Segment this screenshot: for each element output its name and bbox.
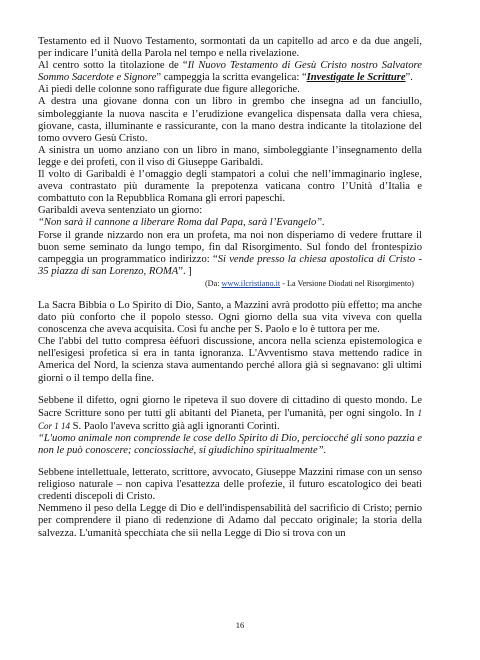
paragraph-p12: Sebbene intellettuale, letterato, scrittore, avvocato, Giuseppe Mazzini rimase con un senso religioso naturale – non capiva l'esattezza delle profezie, il futuro escatologico dei beati credenti discepoli di Cristo. — [38, 467, 422, 503]
paragraph-p7: Garibaldi aveva sentenziato un giorno: — [38, 205, 203, 217]
garibaldi-quote: “Non sarà il cannone a liberare Roma dal Papa, sarà l’Evangelo”. — [38, 217, 325, 229]
paragraph-p1: Testamento ed il Nuovo Testamento, sormontati da un capitello ad arco e da due angeli, per indicare l’unità della Parola nel tempo e nella rivelazione. — [38, 36, 422, 60]
credit-link[interactable]: www.ilcristiano.it — [221, 278, 281, 288]
p8-text-b: ”. ] — [178, 265, 192, 277]
paragraph-p4: A destra una giovane donna con un libro in grembo che insegna ad un fanciullo, simboleggiante la nuova nascita e l’erudizione evangelica dispensata dalla vera chiesa, giovane, casta, illuminante e rassicurante, con la mano destra indicante la titolazione del tomo ovvero Gesù Cristo. — [38, 96, 422, 144]
paragraph-p11 — [38, 395, 422, 433]
p2-text-c: ”. — [405, 72, 413, 84]
credit-prefix: (Da: — [204, 278, 222, 288]
p11-bible-ref: 1 Cor 1 14 — [38, 407, 422, 431]
p2-motto: Investigate le Scritture — [306, 72, 406, 84]
paragraph-p8 — [38, 230, 422, 278]
p8-text-a: Forse il grande nizzardo non era un profeta, ma noi non disperiamo di vedere fruttare il buon seme seminato da lungo tempo, fin dal Risorgimento. Sul fondo del frontespizio campeggia un programmatico indirizzo: “ — [38, 229, 422, 265]
paragraph-p3: Ai piedi delle colonne sono raffigurate due figure allegoriche. — [38, 84, 300, 96]
paragraph-p2 — [38, 60, 422, 84]
p2-text-b: ” campeggia la scritta evangelica: “ — [156, 72, 307, 84]
paragraph-p6: Il volto di Garibaldi è l’omaggio degli stampatori a colui che nell’immaginario inglese, aveva contrastato più duramente la prepotenza vaticana contro l’Unità d’Italia e combattuto con la Repubblica Romana gli errori papeschi. — [38, 169, 422, 205]
p11-text-a: Sebbene il difetto, ogni giorno le ripeteva il suo dovere di cittadino di questo mondo. Le Sacre Scritture sono per tutti gli abitanti del Pianeta, per l'umanità, per ogni singolo. In — [38, 394, 422, 419]
page-number: 16 — [235, 620, 245, 630]
credit-suffix: - La Versione Diodati nel Risorgimento) — [280, 278, 414, 288]
paragraph-p9: La Sacra Bibbia o Lo Spirito di Dio, Santo, a Mazzini avrà prodotto più effetto; ma anche dato più conforto che il popolo stesso. Ogni giorno della sua vita viveva con quella conoscenza che aveva acquisita. Così fu anche per S. Paolo e lo è tuttora per me. — [38, 299, 422, 336]
paragraph-p13: Nemmeno il peso della Legge di Dio e dell'indispensabilità del sacrificio di Cristo; pernio per comprendere il piano di redenzione di Adamo dal peccato originale; la storia della salvezza. L'umanità specchiata che sii nella Legge di Dio si trova con un — [38, 503, 422, 539]
p11-text-b: S. Paolo l'aveva scritto già agli ignoranti Corinti. — [70, 420, 280, 432]
source-credit — [38, 278, 422, 290]
paragraph-p10: Che l'abbi del tutto compresa èéfuori discussione, ancora nella scienza epistemologica e nell'esigesi profetica si era in tanta ignoranza. L'Avventismo stava mettendo radice in America del Nord, la scienza stava aumentando perché allora già si segnavano: gli ultimi giorni o il tempo della fine. — [38, 336, 422, 384]
p8-address: Si vende presso la chiesa apostolica di Cristo - 35 piazza di san Lorenzo, ROMA — [38, 253, 422, 277]
p2-book-title: Il Nuovo Testamento di Gesù Cristo nostro Salvatore Sommo Sacerdote e Signore — [38, 60, 422, 84]
p2-text-a: Al centro sotto la titolazione de “ — [38, 60, 188, 72]
paragraph-p5: A sinistra un uomo anziano con un libro in mano, simboleggiante l’insegnamento della legge e dei profeti, con il viso di Giuseppe Garibaldi. — [38, 144, 422, 168]
corinthians-quote: “L'uomo animale non comprende le cose dello Spirito di Dio, perciocché gli sono pazzia e non le può conoscere; conciossiaché, si giudichino spiritualmente”. — [38, 432, 422, 456]
